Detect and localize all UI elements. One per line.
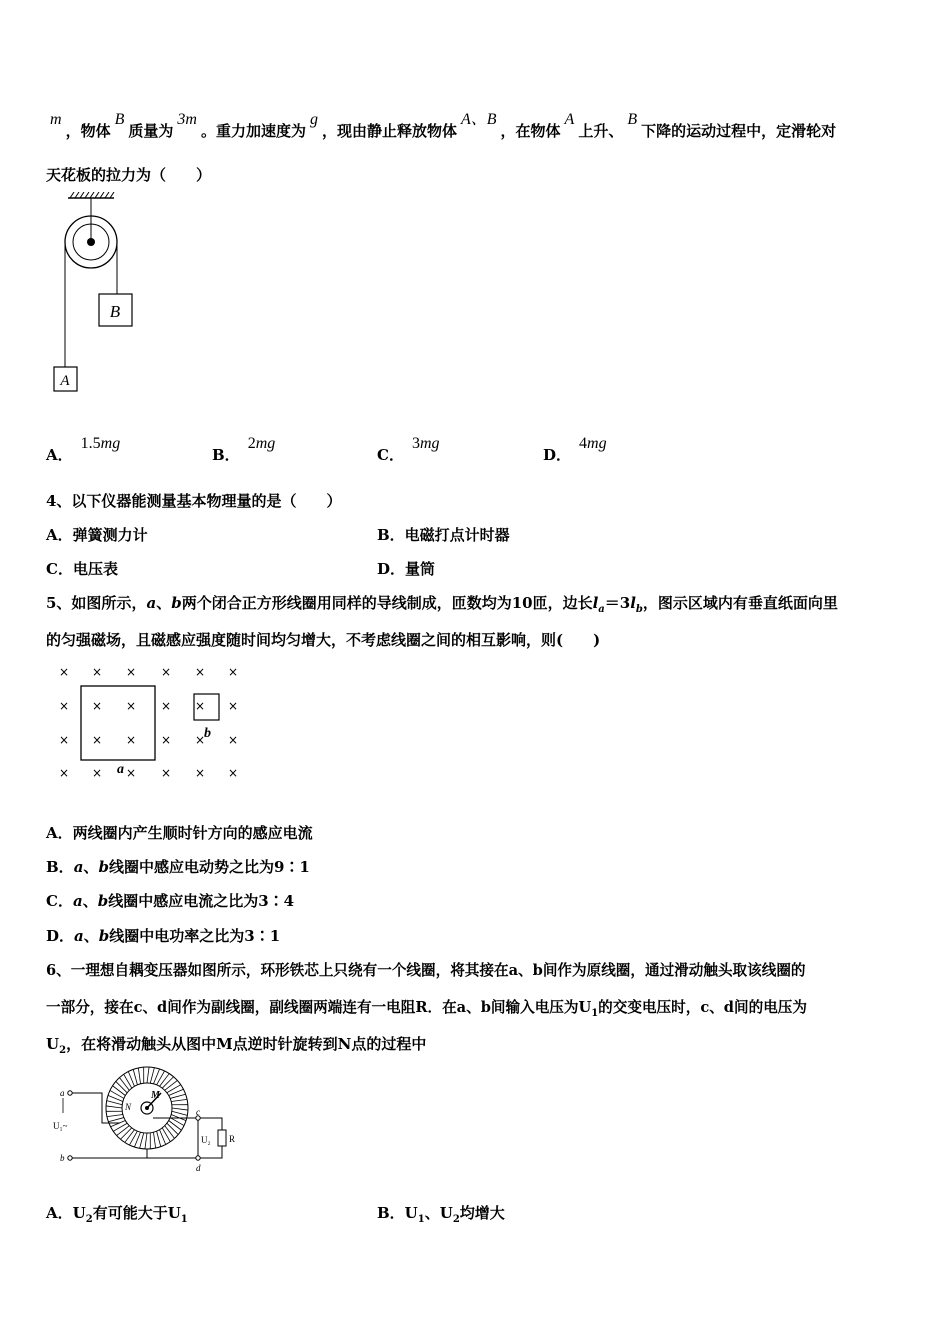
- q4-option-a[interactable]: A．弹簧测力计: [46, 526, 148, 544]
- q5-line2: 的匀强磁场，且磁感应强度随时间均匀增大，不考虑线圈之间的相互影响，则( ): [46, 631, 601, 649]
- q3-line2: 天花板的拉力为（ ）: [46, 166, 212, 184]
- cross-mark: ×: [58, 699, 70, 713]
- winding-turn: [169, 1121, 182, 1131]
- winding-turn: [165, 1126, 175, 1139]
- winding-turn: [138, 1068, 140, 1084]
- q6-option-a[interactable]: A．$U_2$有可能大于$U_1$: [46, 1204, 188, 1225]
- winding-turn: [170, 1094, 186, 1098]
- cross-mark: ×: [58, 766, 70, 780]
- coil-b-label: b: [204, 726, 211, 741]
- q6-line2: 一部分，接在c、d间作为副线圈，副线圈两端连有一电阻R．在a、b间输入电压为$U_1$的交变电压时，c、d间的电压为: [46, 999, 807, 1019]
- label-u2: U₂: [201, 1135, 211, 1145]
- winding-turn: [145, 1133, 147, 1149]
- winding-turn: [120, 1128, 131, 1139]
- winding-turn: [172, 1111, 188, 1115]
- cross-mark: ×: [160, 699, 172, 713]
- q6-line3: $U_2$，在将滑动触头从图中M点逆时针旋转到N点的过程中: [46, 1035, 427, 1056]
- q6-option-b[interactable]: B．$U_1$、$U_2$均增大: [377, 1204, 505, 1225]
- cross-mark: ×: [125, 699, 137, 713]
- q3-line1: m，物体B质量为3m。重力加速度为g，现由静止释放物体A、B，在物体A上升、B下降的运动过程中，定滑轮对: [50, 111, 837, 140]
- label-n: N: [125, 1102, 132, 1112]
- q5-option-a[interactable]: A．两线圈内产生顺时针方向的感应电流: [46, 824, 313, 842]
- q5-option-b[interactable]: B．a、b线圈中感应电动势之比为9∶1: [46, 858, 310, 876]
- q4-option-c[interactable]: C．电压表: [46, 560, 118, 578]
- q4-stem: 4、以下仪器能测量基本物理量的是（ ）: [46, 492, 342, 510]
- winding-turn: [106, 1106, 122, 1108]
- pulley-figure: [46, 192, 146, 397]
- label-r: R: [229, 1134, 236, 1144]
- label-a: a: [60, 1088, 65, 1098]
- cross-mark: ×: [194, 665, 206, 679]
- cross-mark: ×: [227, 699, 239, 713]
- winding-turn: [167, 1123, 178, 1134]
- winding-turn: [133, 1069, 137, 1085]
- q3-option-a[interactable]: A．1.5mg: [46, 435, 121, 464]
- coil-a-label: a: [117, 762, 124, 777]
- winding-turn: [125, 1130, 135, 1143]
- cross-mark: ×: [91, 665, 103, 679]
- cross-mark: ×: [160, 733, 172, 747]
- winding-turn: [107, 1114, 123, 1116]
- cross-mark: ×: [91, 766, 103, 780]
- q4-option-d[interactable]: D．量筒: [377, 560, 436, 578]
- cross-mark: ×: [194, 699, 206, 713]
- label-b: b: [60, 1153, 65, 1163]
- cross-mark: ×: [125, 733, 137, 747]
- winding-turn: [165, 1080, 178, 1090]
- q4-option-b[interactable]: B．电磁打点计时器: [377, 526, 510, 544]
- cross-mark: ×: [227, 766, 239, 780]
- q3-option-b[interactable]: B．2mg: [212, 435, 276, 464]
- coil-a: [81, 686, 155, 760]
- label-u1: U₁~: [53, 1121, 68, 1131]
- cross-mark: ×: [194, 733, 206, 747]
- winding-turn: [157, 1131, 161, 1147]
- q6-line1: 6、一理想自耦变压器如图所示，环形铁芯上只绕有一个线圈，将其接在a、b间作为原线圈，通过滑动触头取该线圈的: [46, 962, 806, 979]
- q3-math-m: m: [50, 111, 62, 128]
- cross-mark: ×: [125, 665, 137, 679]
- winding-turn: [140, 1133, 144, 1149]
- cross-mark: ×: [125, 766, 137, 780]
- winding-turn: [171, 1099, 187, 1101]
- cross-mark: ×: [160, 766, 172, 780]
- q3-option-c[interactable]: C．3mg: [377, 435, 440, 464]
- box-a-label: A: [60, 373, 70, 389]
- cross-mark: ×: [58, 733, 70, 747]
- autotransformer-figure: [50, 1063, 250, 1178]
- winding-turn: [116, 1081, 127, 1092]
- cross-mark: ×: [227, 733, 239, 747]
- q5-line1: 5、如图所示，a、b两个闭合正方形线圈用同样的导线制成，匝数均为10匝，边长$l_a=3l_b$，图示区域内有垂直纸面向里: [46, 594, 838, 615]
- label-d: d: [196, 1163, 201, 1173]
- winding-turn: [117, 1126, 130, 1136]
- cross-mark: ×: [160, 665, 172, 679]
- magnetic-field-figure: [50, 660, 250, 785]
- cross-mark: ×: [58, 665, 70, 679]
- cross-mark: ×: [91, 699, 103, 713]
- q5-option-c[interactable]: C．a、b线圈中感应电流之比为3∶4: [46, 892, 295, 910]
- q3-option-d[interactable]: D．4mg: [543, 435, 607, 464]
- cross-mark: ×: [194, 766, 206, 780]
- winding-turn: [172, 1108, 188, 1110]
- winding-turn: [153, 1132, 155, 1148]
- winding-turn: [160, 1074, 170, 1087]
- cross-mark: ×: [91, 733, 103, 747]
- winding-turn: [150, 1068, 154, 1084]
- label-c: c: [196, 1107, 200, 1117]
- winding-turn: [113, 1086, 126, 1096]
- winding-turn: [162, 1077, 173, 1088]
- winding-turn: [119, 1078, 129, 1091]
- cross-mark: ×: [227, 665, 239, 679]
- winding-turn: [108, 1118, 124, 1122]
- winding-turn: [147, 1067, 149, 1083]
- winding-turn: [107, 1101, 123, 1105]
- label-m: M: [151, 1090, 160, 1101]
- box-b-label: B: [109, 302, 121, 321]
- q5-option-d[interactable]: D．a、b线圈中电功率之比为3∶1: [46, 927, 281, 945]
